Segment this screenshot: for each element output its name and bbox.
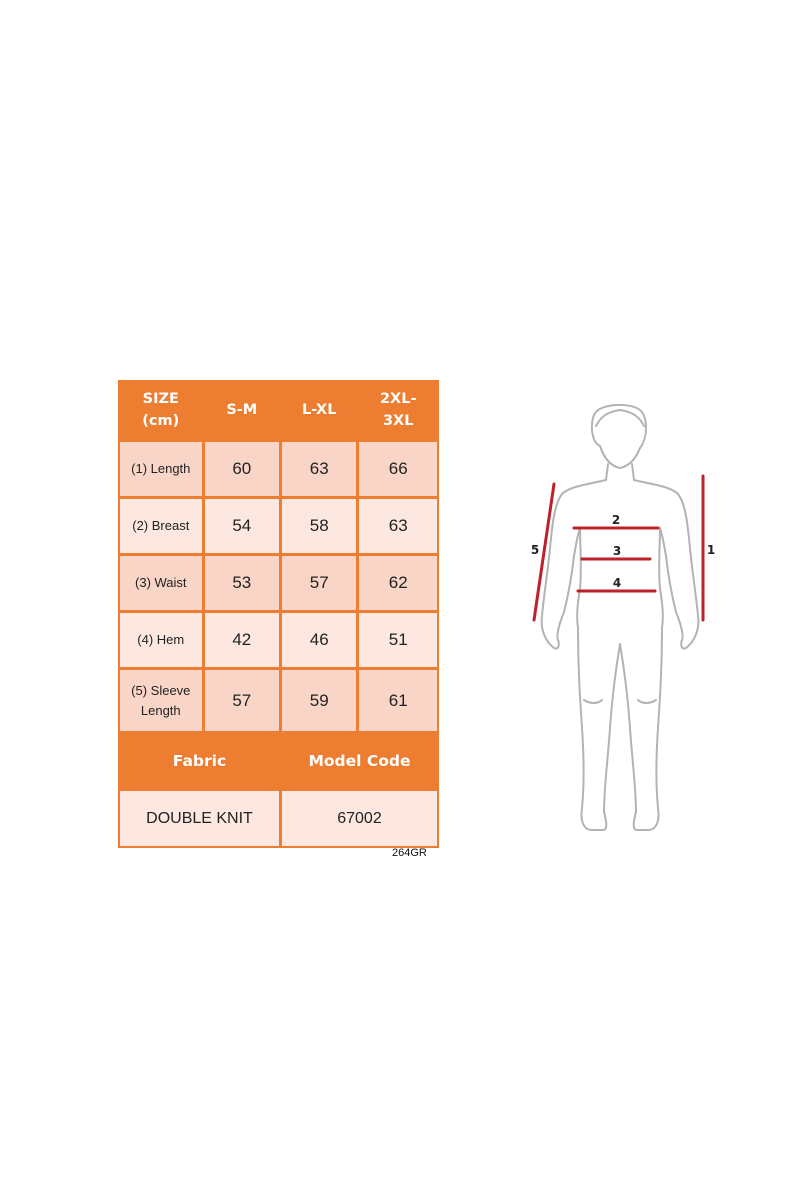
row-label-text: (5) Sleeve	[131, 683, 191, 698]
row-label-text: (1) Length	[131, 461, 191, 477]
size-header-line2: (cm)	[142, 412, 180, 429]
cell-value: 57	[282, 556, 359, 613]
cell-value: 62	[359, 556, 437, 613]
cell-value: 66	[359, 442, 437, 499]
marker-5: 5	[530, 543, 540, 557]
row-label	[120, 499, 205, 556]
row-label	[120, 442, 205, 499]
marker-4: 4	[612, 576, 622, 590]
marker-1: 1	[706, 543, 716, 557]
cell-value: 58	[282, 499, 359, 556]
cell-value: 63	[282, 442, 359, 499]
marker-3: 3	[612, 544, 622, 558]
marker-2: 2	[611, 513, 621, 527]
cell-value: 57	[205, 670, 282, 734]
size-header-cell	[120, 382, 205, 442]
model-code-header: Model Code	[282, 734, 437, 791]
cell-value: 51	[359, 613, 437, 670]
row-label	[120, 613, 205, 670]
size-col-header	[359, 382, 437, 442]
row-label-text: (4) Hem	[137, 632, 185, 648]
col-header-line1: S-M	[226, 401, 258, 418]
col-header-line1: L-XL	[301, 401, 337, 418]
table-row	[120, 442, 437, 499]
fabric-value: DOUBLE KNIT	[120, 791, 282, 846]
row-label	[120, 556, 205, 613]
size-chart-table	[118, 380, 439, 848]
body-measurement-figure	[520, 398, 720, 838]
fabric-header: Fabric	[120, 734, 282, 791]
cell-value: 42	[205, 613, 282, 670]
row-label	[120, 670, 205, 734]
body-outline	[542, 405, 699, 830]
model-code-value: 67002	[282, 791, 437, 846]
size-col-header	[282, 382, 359, 442]
size-col-header	[205, 382, 282, 442]
cell-value: 46	[282, 613, 359, 670]
info-value-row	[120, 791, 437, 846]
row-label-text: (2) Breast	[132, 518, 190, 534]
table-row	[120, 670, 437, 734]
table-row	[120, 499, 437, 556]
cell-value: 59	[282, 670, 359, 734]
info-header-row	[120, 734, 437, 791]
table-row	[120, 613, 437, 670]
product-code: 264GR	[392, 847, 427, 859]
col-header-line1: 2XL-	[379, 390, 417, 407]
cell-value: 53	[205, 556, 282, 613]
col-header-line2: 3XL	[382, 412, 414, 429]
size-header-line1: SIZE	[142, 390, 179, 407]
row-label-text-line2: Length	[140, 702, 181, 718]
table-row	[120, 556, 437, 613]
cell-value: 63	[359, 499, 437, 556]
size-header-row	[120, 382, 437, 442]
cell-value: 60	[205, 442, 282, 499]
cell-value: 61	[359, 670, 437, 734]
cell-value: 54	[205, 499, 282, 556]
row-label-text: (3) Waist	[135, 575, 187, 591]
